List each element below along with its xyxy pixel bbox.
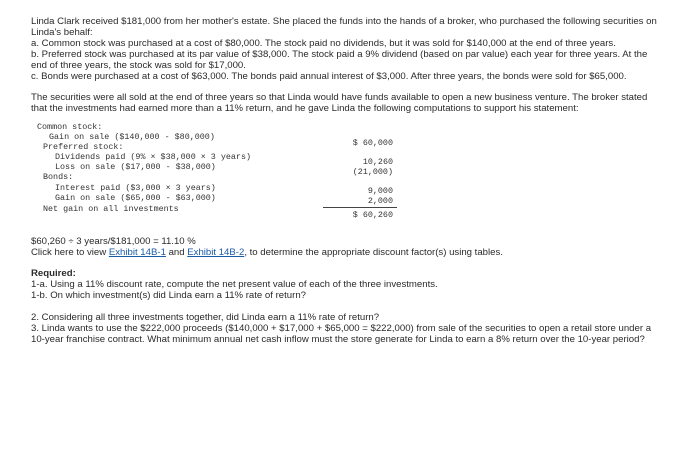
common-stock-label: Common stock: — [37, 122, 103, 132]
exhibit-line — [31, 247, 661, 258]
question-3: 3. Linda wants to use the $222,000 proceeds ($140,000 + $17,000 + $65,000 = $222,000) from sale of the securities to open a retail store under a 10-year franchise contract. What minimum annual net cash inflow must the store generate for Linda to earn a 8% return over the 10-year period? — [31, 323, 652, 345]
exhibit-14b-1-link[interactable]: Exhibit 14B-1 — [108, 247, 166, 258]
exhibit-and: and — [165, 247, 188, 258]
problem-document — [31, 16, 661, 345]
question-1a: 1-a. Using a 11% discount rate, compute the net present value of each of the three investments. — [31, 279, 438, 290]
bond-gain-label: Gain on sale ($65,000 - $63,000) — [55, 193, 216, 203]
gain-on-sale-label: Gain on sale ($140,000 - $80,000) — [49, 132, 215, 142]
question-1b: 1-b. On which investment(s) did Linda earn a 11% rate of return? — [31, 290, 306, 301]
bond-gain-amount: 2,000 — [367, 196, 393, 206]
intro-paragraph: Linda Clark received $181,000 from her mother's estate. She placed the funds into the hands of a broker, who purchased the following securities on Linda's behalf: — [31, 16, 657, 38]
net-gain-label: Net gain on all investments — [43, 204, 179, 214]
loss-on-sale-amount: (21,000) — [352, 167, 393, 177]
broker-paragraph: The securities were all sold at the end of three years so that Linda would have funds available to open a new business venture. The broker stated that the investments had earned more than a 11% return, and he gave Linda the following computations to support his statement: — [31, 92, 648, 114]
net-gain-amount: $ 60,260 — [352, 210, 393, 220]
loss-on-sale-label: Loss on sale ($17,000 - $38,000) — [55, 162, 216, 172]
calc-line: $60,260 ÷ 3 years/$181,000 = 11.10 % — [31, 236, 196, 247]
item-c: c. Bonds were purchased at a cost of $63,000. The bonds paid annual interest of $3,000. After three years, the bonds were sold for $65,000. — [31, 71, 627, 82]
broker-computation — [31, 122, 661, 224]
exhibit-suffix: , to determine the appropriate discount factor(s) using tables. — [244, 247, 503, 258]
preferred-stock-label: Preferred stock: — [43, 142, 124, 152]
item-a: a. Common stock was purchased at a cost of $80,000. The stock paid no dividends, but it was sold for $140,000 at the end of three years. — [31, 38, 616, 49]
required-heading: Required: — [31, 268, 76, 279]
gain-on-sale-amount: $ 60,000 — [352, 138, 393, 148]
dividends-paid-amount: 10,260 — [362, 157, 393, 167]
interest-paid-label: Interest paid ($3,000 × 3 years) — [55, 183, 216, 193]
exhibit-prefix: Click here to view — [31, 247, 109, 258]
question-2: 2. Considering all three investments together, did Linda earn a 11% rate of return? — [31, 312, 380, 323]
dividends-paid-label: Dividends paid (9% × $38,000 × 3 years) — [55, 152, 252, 162]
interest-paid-amount: 9,000 — [367, 186, 393, 196]
item-b: b. Preferred stock was purchased at its par value of $38,000. The stock paid a 9% dividend (based on par value) each year for three years. At the end of three years, the stock was sold for $17,000. — [31, 49, 648, 71]
total-rule — [323, 207, 397, 208]
bonds-label: Bonds: — [43, 172, 74, 182]
exhibit-14b-2-link[interactable]: Exhibit 14B-2 — [187, 247, 245, 258]
